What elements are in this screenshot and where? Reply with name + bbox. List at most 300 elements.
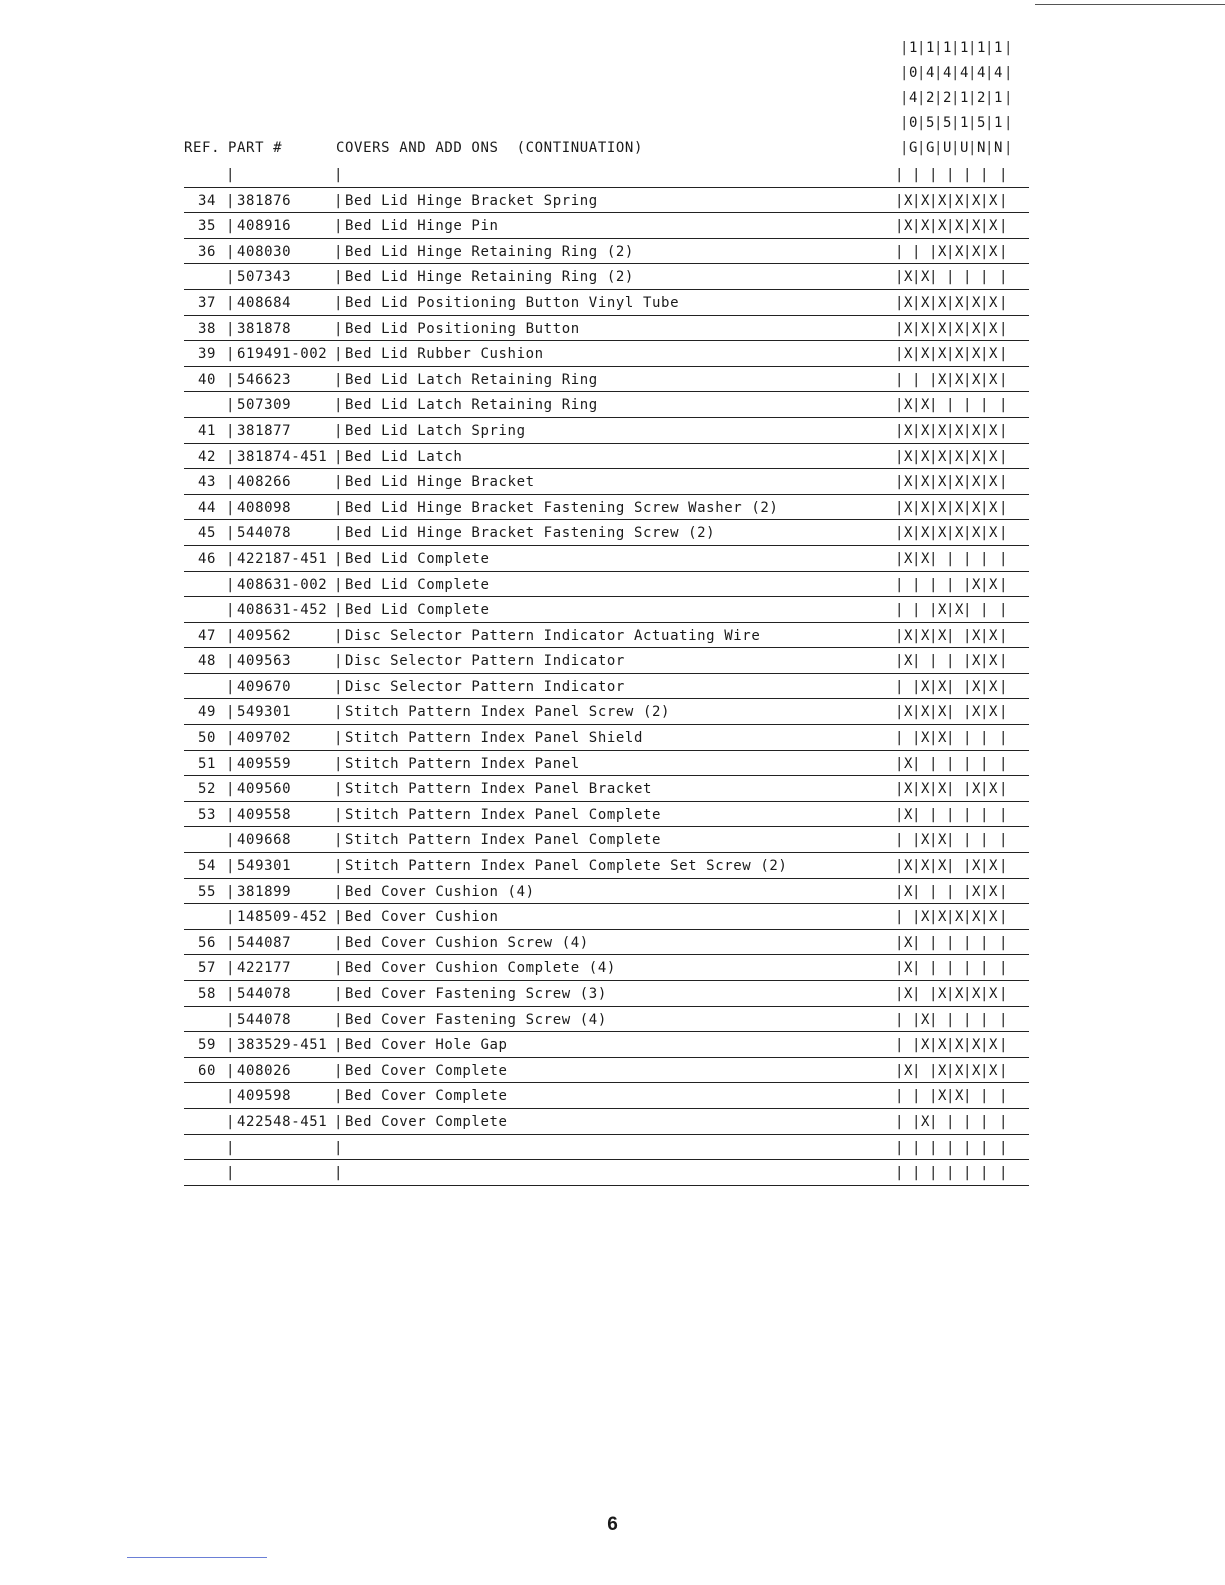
applicability-mark: | X <box>951 599 968 621</box>
model-code-row <box>905 86 1030 111</box>
applicability-mark: | X <box>900 446 917 468</box>
applicability-mark: | X <box>985 625 1002 647</box>
ref-number: 44 <box>197 499 216 516</box>
part-description <box>334 1009 607 1031</box>
part-number-text: 544078 <box>237 525 292 542</box>
part-number <box>226 881 291 903</box>
model-applicability-marks <box>900 957 1025 979</box>
applicability-mark: | X <box>900 983 917 1005</box>
model-applicability-marks <box>900 932 1025 954</box>
table-row <box>184 213 1029 239</box>
applicability-mark: | X <box>951 343 968 365</box>
part-description <box>334 983 607 1005</box>
part-number-text: 549301 <box>237 704 292 721</box>
model-applicability-marks <box>900 1009 1025 1031</box>
applicability-mark <box>985 599 1002 621</box>
applicability-mark: | X <box>985 676 1002 698</box>
applicability-mark: | X <box>985 318 1002 340</box>
applicability-mark: | X <box>934 829 951 851</box>
applicability-mark <box>985 727 1002 749</box>
ref-number: 55 <box>197 883 216 900</box>
applicability-mark: | X <box>985 574 1002 596</box>
applicability-mark: | X <box>900 881 917 903</box>
applicability-mark: | X <box>917 676 934 698</box>
part-description-text: Stitch Pattern Index Panel Shield <box>345 730 643 747</box>
part-description <box>334 420 526 442</box>
part-number-text: 409668 <box>237 832 292 849</box>
applicability-mark: | X <box>968 778 985 800</box>
model-applicability-marks <box>900 292 1025 314</box>
model-applicability-marks <box>900 471 1025 493</box>
model-code-char: | 1 <box>956 86 973 111</box>
part-description <box>334 1085 508 1107</box>
applicability-mark: | X <box>934 190 951 212</box>
part-number-text: 544078 <box>237 1011 292 1028</box>
part-description <box>334 701 670 723</box>
part-number-text: 409598 <box>237 1088 292 1105</box>
table-row <box>184 725 1029 751</box>
part-description-text: Bed Lid Complete <box>345 602 490 619</box>
applicability-mark <box>985 1009 1002 1031</box>
part-description <box>334 932 589 954</box>
applicability-mark: | X <box>917 829 934 851</box>
applicability-mark: | X <box>934 369 951 391</box>
model-applicability-marks <box>900 881 1025 903</box>
applicability-mark: | X <box>917 497 934 519</box>
model-code-char: | 4 <box>973 61 990 86</box>
part-description-text: Disc Selector Pattern Indicator Actuating Wire <box>345 627 761 644</box>
applicability-mark: | X <box>917 318 934 340</box>
ref-number: 53 <box>197 806 216 823</box>
part-number <box>226 215 291 237</box>
part-description <box>334 522 715 544</box>
part-description-text: Bed Cover Cushion (4) <box>345 883 535 900</box>
table-row <box>184 418 1029 444</box>
table-row <box>184 495 1029 521</box>
part-description-text: Bed Cover Cushion Screw (4) <box>345 934 589 951</box>
part-description <box>334 753 580 775</box>
applicability-mark: | X <box>934 855 951 877</box>
part-number-text: 507309 <box>237 397 292 414</box>
part-number <box>226 266 291 288</box>
part-description <box>334 369 598 391</box>
part-description <box>334 1162 345 1184</box>
part-description <box>334 676 625 698</box>
model-code-char: | 1 <box>990 36 1007 61</box>
model-code-char: | 1 <box>990 86 1007 111</box>
applicability-mark <box>985 266 1002 288</box>
part-number <box>226 983 291 1005</box>
applicability-mark: | X <box>900 343 917 365</box>
part-number-text: 549301 <box>237 858 292 875</box>
applicability-mark: | X <box>900 318 917 340</box>
part-description-text: Bed Cover Complete <box>345 1062 508 1079</box>
applicability-mark: | X <box>934 343 951 365</box>
model-applicability-marks <box>900 446 1025 468</box>
model-applicability-marks <box>900 727 1025 749</box>
model-code-char: | 1 <box>939 36 956 61</box>
applicability-mark: | X <box>985 420 1002 442</box>
model-applicability-marks <box>900 983 1025 1005</box>
applicability-mark: | X <box>985 190 1002 212</box>
applicability-mark: | X <box>968 906 985 928</box>
part-number-text: 381877 <box>237 422 292 439</box>
model-applicability-marks <box>900 548 1025 570</box>
part-number-text: 408631-452 <box>237 602 328 619</box>
part-number <box>226 701 291 723</box>
part-description-text: Bed Lid Hinge Pin <box>345 218 499 235</box>
applicability-mark <box>985 957 1002 979</box>
applicability-mark <box>985 829 1002 851</box>
model-code-char: | G <box>905 136 922 161</box>
applicability-mark: | X <box>900 778 917 800</box>
part-number <box>226 778 291 800</box>
part-number <box>226 497 291 519</box>
part-header: PART # <box>228 140 283 156</box>
ref-number: 52 <box>197 781 216 798</box>
table-row <box>184 1160 1029 1186</box>
part-number <box>226 599 327 621</box>
ref-number: 54 <box>197 858 216 875</box>
applicability-mark: | X <box>900 292 917 314</box>
model-applicability-marks <box>900 906 1025 928</box>
part-description-text: Bed Lid Hinge Bracket Fastening Screw (2) <box>345 525 716 542</box>
applicability-mark: | X <box>934 701 951 723</box>
applicability-mark: | X <box>985 701 1002 723</box>
part-description-text: Bed Lid Rubber Cushion <box>345 346 544 363</box>
applicability-mark: | X <box>917 727 934 749</box>
part-number <box>226 753 291 775</box>
part-description-text: Bed Lid Positioning Button Vinyl Tube <box>345 294 680 311</box>
applicability-mark: | X <box>917 446 934 468</box>
applicability-mark: | X <box>917 394 934 416</box>
part-number-text: 408684 <box>237 294 292 311</box>
applicability-mark: | X <box>985 343 1002 365</box>
applicability-mark: | X <box>985 1034 1002 1056</box>
applicability-mark: | X <box>968 625 985 647</box>
applicability-mark: | X <box>985 292 1002 314</box>
model-code-char: | 4 <box>922 61 939 86</box>
part-description <box>334 1137 345 1159</box>
part-description <box>334 394 598 416</box>
applicability-mark: | X <box>934 318 951 340</box>
applicability-mark: | X <box>900 855 917 877</box>
table-row <box>184 827 1029 853</box>
table-row <box>184 367 1029 393</box>
applicability-mark: | X <box>934 676 951 698</box>
table-row <box>184 290 1029 316</box>
model-applicability-marks <box>900 1137 1025 1159</box>
applicability-mark: | X <box>951 318 968 340</box>
page-number: 6 <box>607 1514 618 1535</box>
model-applicability-marks <box>900 574 1025 596</box>
model-applicability-marks <box>900 1111 1025 1133</box>
part-description-text: Bed Cover Hole Gap <box>345 1037 508 1054</box>
part-description <box>334 727 643 749</box>
part-number-text: 546623 <box>237 371 292 388</box>
applicability-mark: | X <box>951 292 968 314</box>
table-row <box>184 623 1029 649</box>
part-number <box>226 548 327 570</box>
model-code-char: | 4 <box>990 61 1007 86</box>
applicability-mark: | X <box>900 497 917 519</box>
table-row <box>184 699 1029 725</box>
applicability-mark: | X <box>985 369 1002 391</box>
model-applicability-marks <box>900 164 1025 186</box>
ref-number: 40 <box>197 371 216 388</box>
ref-number: 57 <box>197 960 216 977</box>
ref-number: 34 <box>197 192 216 209</box>
part-number-text: 409560 <box>237 781 292 798</box>
table-row <box>184 853 1029 879</box>
applicability-mark: | X <box>900 804 917 826</box>
model-code-char: | N <box>990 136 1007 161</box>
part-description <box>334 855 787 877</box>
ref-number: 42 <box>197 448 216 465</box>
part-number <box>226 446 327 468</box>
applicability-mark: | X <box>900 625 917 647</box>
applicability-mark: | X <box>968 522 985 544</box>
applicability-mark: | X <box>934 215 951 237</box>
table-row <box>184 674 1029 700</box>
part-description-text: Bed Lid Hinge Bracket Fastening Screw Washer (2) <box>345 499 779 516</box>
part-description <box>334 215 499 237</box>
table-row <box>184 981 1029 1007</box>
model-code-char: | 5 <box>973 111 990 136</box>
part-number-text: 409558 <box>237 806 292 823</box>
applicability-mark: | X <box>934 983 951 1005</box>
part-number-text: 409563 <box>237 653 292 670</box>
part-description <box>334 574 490 596</box>
part-number <box>226 906 327 928</box>
applicability-mark: | X <box>985 241 1002 263</box>
model-applicability-marks <box>900 701 1025 723</box>
applicability-mark <box>985 804 1002 826</box>
part-description-text: Bed Cover Complete <box>345 1113 508 1130</box>
part-number-text: 381899 <box>237 883 292 900</box>
applicability-mark <box>985 394 1002 416</box>
part-number-text: 409670 <box>237 678 292 695</box>
model-applicability-marks <box>900 369 1025 391</box>
applicability-mark <box>985 753 1002 775</box>
model-code-char: | 5 <box>939 111 956 136</box>
part-number <box>226 369 291 391</box>
part-number-text: 408266 <box>237 474 292 491</box>
model-code-char: | 4 <box>956 61 973 86</box>
ref-number: 58 <box>197 986 216 1002</box>
part-number <box>226 1009 291 1031</box>
model-applicability-marks <box>900 522 1025 544</box>
part-number <box>226 957 291 979</box>
part-description-text: Bed Cover Fastening Screw (3) <box>345 986 607 1002</box>
applicability-mark: | X <box>934 906 951 928</box>
model-code-char: | 2 <box>939 86 956 111</box>
applicability-mark: | X <box>900 215 917 237</box>
table-row <box>184 751 1029 777</box>
ref-number: 59 <box>197 1037 216 1054</box>
ref-number: 38 <box>197 320 216 337</box>
ref-number: 43 <box>197 474 216 491</box>
applicability-mark: | X <box>900 1060 917 1082</box>
table-row <box>184 879 1029 905</box>
applicability-mark: | X <box>985 522 1002 544</box>
part-description <box>334 190 598 212</box>
part-description <box>334 957 616 979</box>
applicability-mark: | X <box>917 343 934 365</box>
model-applicability-marks <box>900 1162 1025 1184</box>
part-description <box>334 241 634 263</box>
applicability-mark: | X <box>968 215 985 237</box>
applicability-mark <box>985 1137 1002 1159</box>
part-description-text: Stitch Pattern Index Panel Bracket <box>345 781 653 798</box>
applicability-mark: | X <box>951 497 968 519</box>
part-number <box>226 394 291 416</box>
applicability-mark: | X <box>917 701 934 723</box>
applicability-mark: | X <box>900 650 917 672</box>
applicability-mark: | X <box>900 522 917 544</box>
table-row <box>184 444 1029 470</box>
applicability-mark: | X <box>968 881 985 903</box>
part-description-text: Stitch Pattern Index Panel <box>345 755 580 772</box>
part-number-text: 409702 <box>237 730 292 747</box>
applicability-mark: | X <box>934 420 951 442</box>
part-number <box>226 241 291 263</box>
part-description-text: Bed Lid Latch Retaining Ring <box>345 371 598 388</box>
applicability-mark: | X <box>917 1034 934 1056</box>
table-row <box>184 1109 1029 1135</box>
model-applicability-marks <box>900 829 1025 851</box>
model-code-char: | 1 <box>956 36 973 61</box>
part-description-text: Disc Selector Pattern Indicator <box>345 678 625 695</box>
part-description <box>334 343 544 365</box>
model-code-char: | 1 <box>956 111 973 136</box>
table-row <box>184 1032 1029 1058</box>
applicability-mark: | X <box>951 1085 968 1107</box>
part-number-text: 408030 <box>237 243 292 260</box>
applicability-mark: | X <box>900 266 917 288</box>
part-description-text: Bed Cover Cushion Complete (4) <box>345 960 616 977</box>
table-row <box>184 162 1029 188</box>
part-number <box>226 1034 327 1056</box>
part-description <box>334 497 778 519</box>
part-number-text: 408916 <box>237 218 292 235</box>
applicability-mark: | X <box>968 983 985 1005</box>
part-description <box>334 906 499 928</box>
model-applicability-marks <box>900 650 1025 672</box>
description-header: COVERS AND ADD ONS (CONTINUATION) <box>336 140 643 156</box>
model-applicability-marks <box>900 1085 1025 1107</box>
model-applicability-marks <box>900 343 1025 365</box>
applicability-mark: | X <box>951 522 968 544</box>
table-row <box>184 597 1029 623</box>
applicability-mark: | X <box>917 778 934 800</box>
model-code-char: | 1 <box>990 111 1007 136</box>
table-row <box>184 1007 1029 1033</box>
applicability-mark: | X <box>968 855 985 877</box>
applicability-mark: | X <box>951 1060 968 1082</box>
part-number-text: 422187-451 <box>237 550 328 567</box>
applicability-mark: | X <box>934 446 951 468</box>
part-number <box>226 1060 291 1082</box>
applicability-mark: | X <box>934 1085 951 1107</box>
applicability-mark: | X <box>934 522 951 544</box>
part-number-text: 409562 <box>237 627 292 644</box>
applicability-mark: | X <box>968 1034 985 1056</box>
part-number <box>226 522 291 544</box>
applicability-mark: | X <box>917 1111 934 1133</box>
part-number-text: 381876 <box>237 192 292 209</box>
part-number-text: 544087 <box>237 934 292 951</box>
applicability-mark: | X <box>934 599 951 621</box>
part-number-text: 148509-452 <box>237 909 328 926</box>
part-description <box>334 1111 508 1133</box>
table-row <box>184 1135 1029 1161</box>
applicability-mark: | X <box>985 446 1002 468</box>
applicability-mark: | X <box>917 855 934 877</box>
table-row <box>184 546 1029 572</box>
model-code-char: | 1 <box>905 36 922 61</box>
table-row <box>184 392 1029 418</box>
applicability-mark: | X <box>917 625 934 647</box>
part-description-text: Bed Lid Latch Retaining Ring <box>345 397 598 414</box>
part-number <box>226 318 291 340</box>
part-number <box>226 164 237 186</box>
model-code-char: | U <box>939 136 956 161</box>
applicability-mark: | X <box>900 957 917 979</box>
applicability-mark: | X <box>985 778 1002 800</box>
table-row <box>184 930 1029 956</box>
part-description-text: Stitch Pattern Index Panel Complete <box>345 832 662 849</box>
applicability-mark: | X <box>985 650 1002 672</box>
applicability-mark: | X <box>985 881 1002 903</box>
part-number <box>226 727 291 749</box>
model-applicability-marks <box>900 497 1025 519</box>
applicability-mark: | X <box>934 471 951 493</box>
parts-table <box>184 162 1029 1186</box>
part-description-text: Stitch Pattern Index Panel Complete Set Screw (2) <box>345 858 788 875</box>
part-description-text: Bed Lid Complete <box>345 550 490 567</box>
model-code-char: | 2 <box>922 86 939 111</box>
part-description-text: Bed Cover Complete <box>345 1088 508 1105</box>
part-number <box>226 855 291 877</box>
part-description-text: Stitch Pattern Index Panel Screw (2) <box>345 704 671 721</box>
part-number-text: 381878 <box>237 320 292 337</box>
model-applicability-marks <box>900 778 1025 800</box>
part-number <box>226 1085 291 1107</box>
model-code-char: | 0 <box>905 111 922 136</box>
part-description <box>334 292 679 314</box>
ref-number: 45 <box>197 525 216 542</box>
part-number <box>226 292 291 314</box>
model-code-char: | G <box>922 136 939 161</box>
applicability-mark: | X <box>968 471 985 493</box>
model-code-row <box>905 61 1030 86</box>
ref-number: 49 <box>197 704 216 721</box>
applicability-mark <box>985 1085 1002 1107</box>
model-applicability-marks <box>900 625 1025 647</box>
ref-number: 50 <box>197 730 216 747</box>
applicability-mark: | X <box>917 215 934 237</box>
part-description <box>334 1060 508 1082</box>
part-number <box>226 932 291 954</box>
part-number <box>226 676 291 698</box>
part-number-text: 544078 <box>237 986 292 1002</box>
part-number <box>226 650 291 672</box>
part-description-text: Bed Cover Fastening Screw (4) <box>345 1011 607 1028</box>
model-code-char: | 0 <box>905 61 922 86</box>
table-row <box>184 341 1029 367</box>
applicability-mark: | X <box>900 471 917 493</box>
